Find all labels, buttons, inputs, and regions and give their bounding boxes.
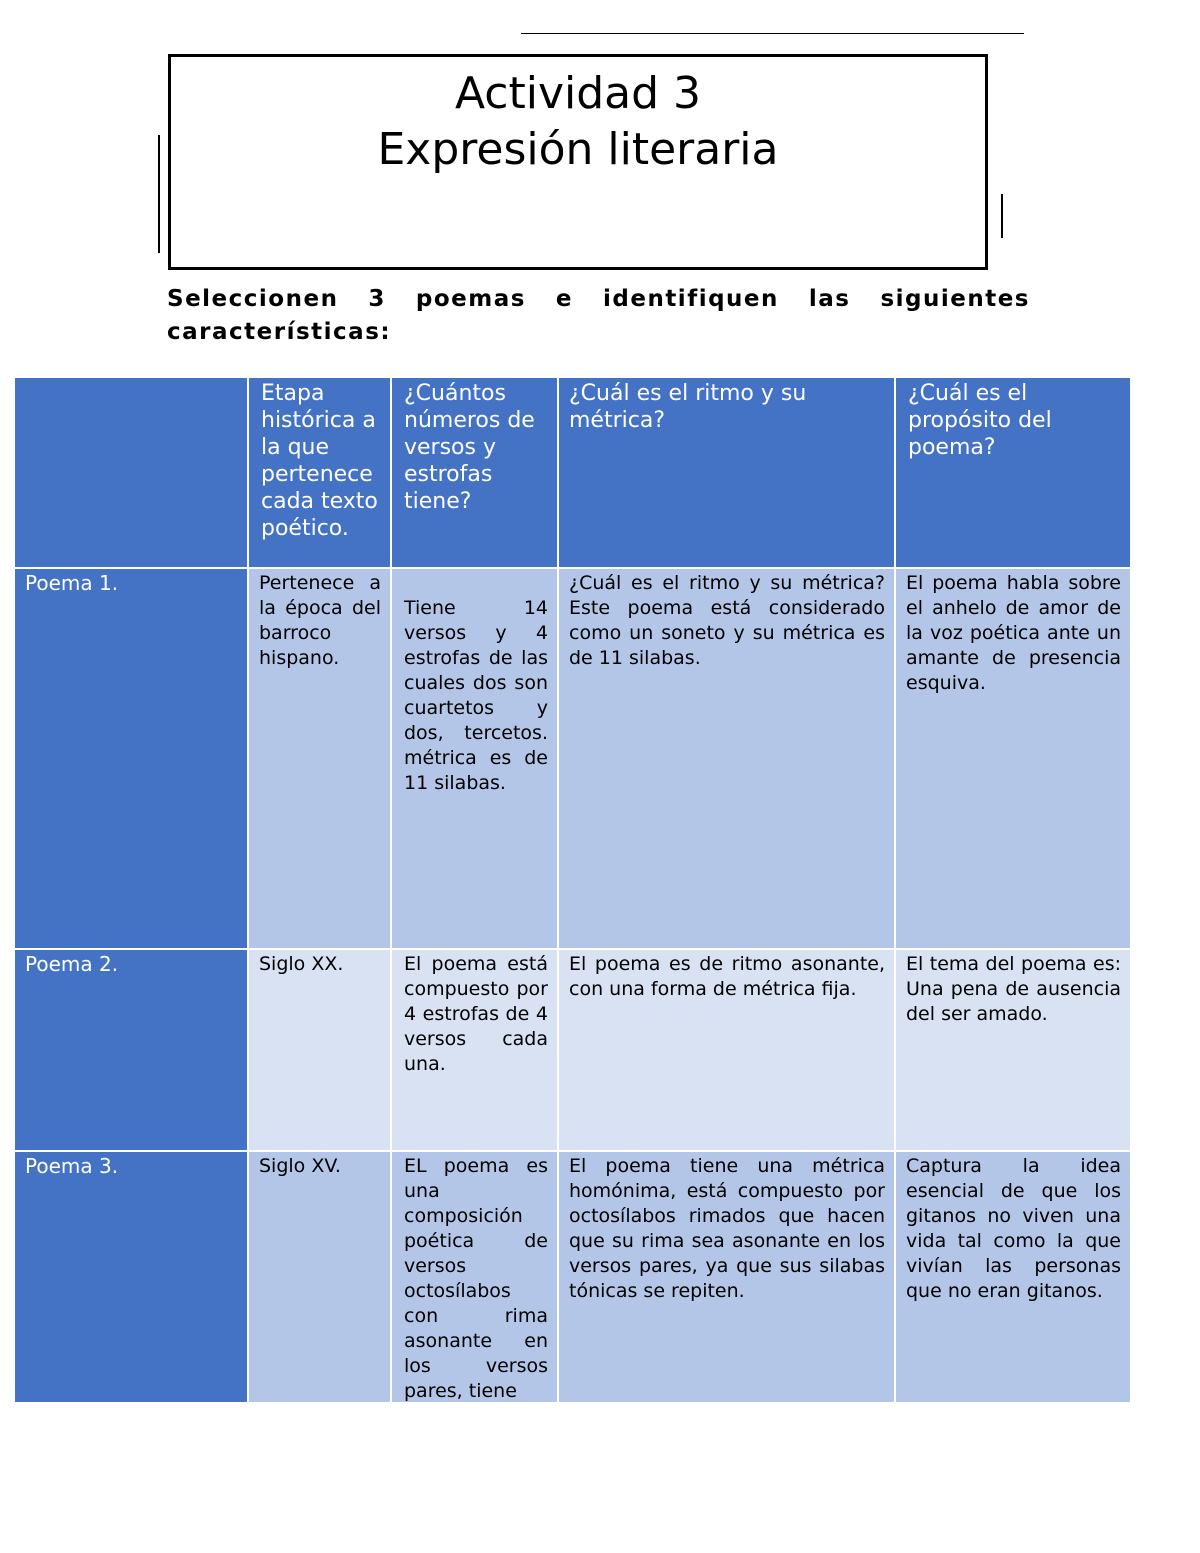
header-empty — [14, 377, 248, 568]
row-label: Poema 3. — [14, 1151, 248, 1403]
cell-etapa: Siglo XV. — [248, 1151, 391, 1403]
cell-proposito: El poema habla sobre el anhelo de amor de la voz poética ante un amante de presencia esquiva. — [895, 568, 1131, 949]
cell-ritmo: ¿Cuál es el ritmo y su métrica? Este poema está considerado como un soneto y su métrica es de 11 silabas. — [558, 568, 895, 949]
table-row — [14, 1151, 1131, 1403]
header-row — [14, 377, 1131, 568]
characteristics-table — [13, 376, 1132, 1404]
cell-etapa: Pertenece a la época del barroco hispano. — [248, 568, 391, 949]
name-underline — [521, 33, 1024, 34]
cell-proposito: Captura la idea esencial de que los gitanos no viven una vida tal como la que vivían las personas que no eran gitanos. — [895, 1151, 1131, 1403]
cell-versos: Tiene 14 versos y 4 estrofas de las cuales dos son cuartetos y dos, tercetos. métrica es de 11 silabas. — [391, 568, 558, 949]
row-label: Poema 2. — [14, 949, 248, 1151]
right-margin-bar — [1001, 194, 1003, 238]
cell-versos — [391, 1151, 558, 1403]
cell-ritmo: El poema tiene una métrica homónima, está compuesto por octosílabos rimados que hacen que su rima sea asonante en los versos pares, ya que sus silabas tónicas se repiten. — [558, 1151, 895, 1403]
header-versos: ¿Cuántos números de versos y estrofas tiene? — [391, 377, 558, 568]
table-row — [14, 568, 1131, 949]
row-label: Poema 1. — [14, 568, 248, 949]
header-ritmo: ¿Cuál es el ritmo y su métrica? — [558, 377, 895, 568]
cell-etapa: Siglo XX. — [248, 949, 391, 1151]
left-margin-bar — [158, 135, 160, 253]
title-box — [168, 54, 988, 270]
header-etapa: Etapa histórica a la que pertenece cada texto poético. — [248, 377, 391, 568]
instructions: Seleccionen 3 poemas e identifiquen las siguientes características: — [167, 286, 1030, 345]
title-line-1: Actividad 3 — [454, 68, 702, 119]
cell-versos-text: EL poema es una composición poética de versos octosílabos con rima asonante en los versos pares, tiene — [404, 1155, 548, 1402]
table-row — [14, 949, 1131, 1151]
header-proposito: ¿Cuál es el propósito del poema? — [895, 377, 1131, 568]
cell-versos: El poema está compuesto por 4 estrofas de 4 versos cada una. — [391, 949, 558, 1151]
title-line-2: Expresión literaria — [377, 124, 779, 175]
cell-ritmo: El poema es de ritmo asonante, con una forma de métrica fija. — [558, 949, 895, 1151]
cell-proposito: El tema del poema es: Una pena de ausencia del ser amado. — [895, 949, 1131, 1151]
